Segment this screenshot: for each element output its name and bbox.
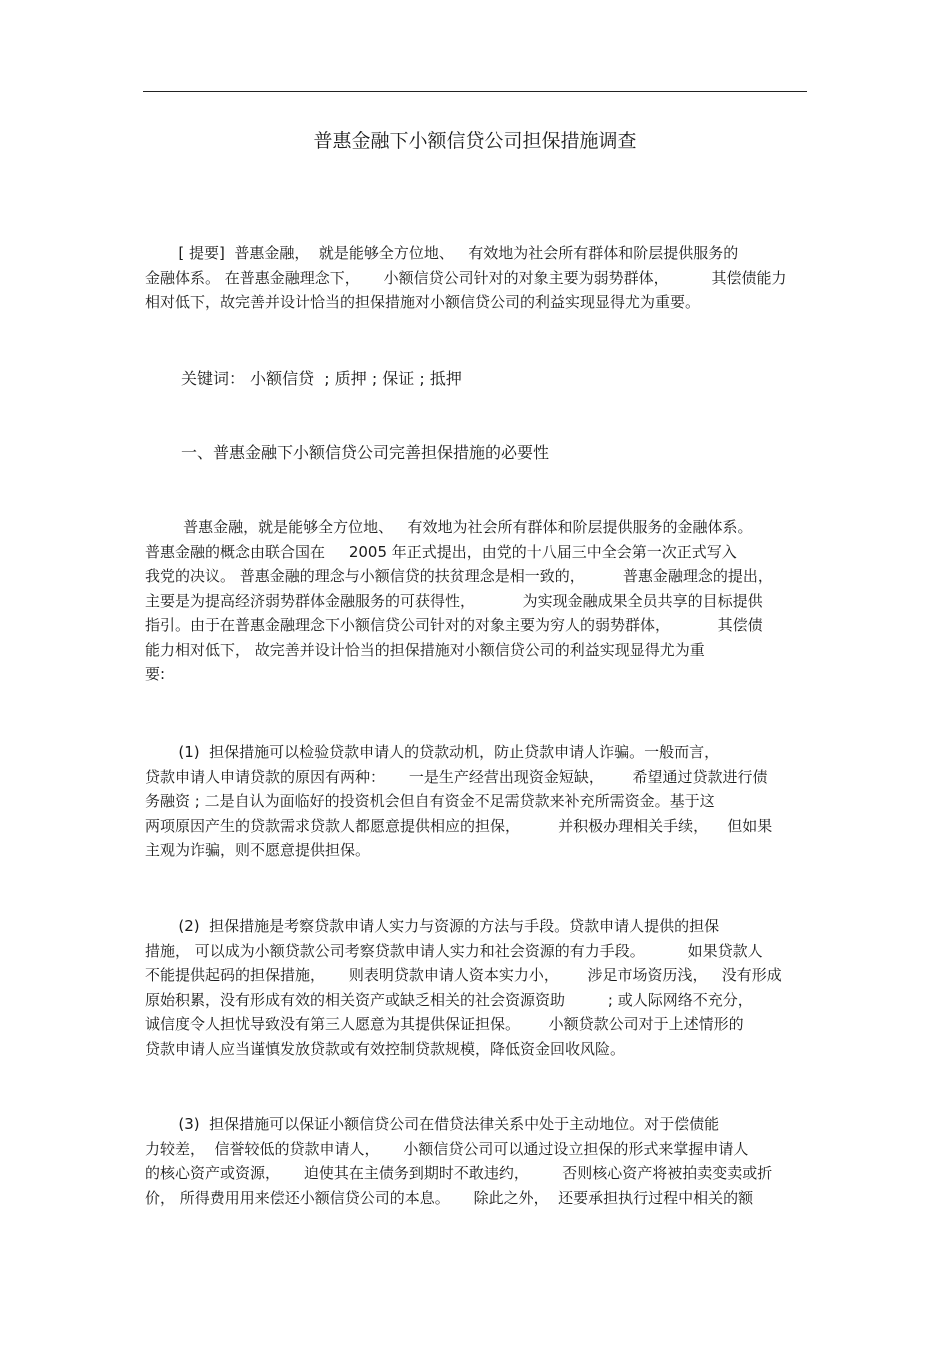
paragraph-line: 普惠金融的概念由联合国在 2005 年正式提出，由党的十八届三中全会第一次正式写入 <box>145 542 737 561</box>
paragraph-line: 措施， 可以成为小额贷款公司考察贷款申请人实力和社会资源的有力手段。 如果贷款人 <box>145 941 763 960</box>
paragraph-line: 贷款申请人应当谨慎发放贷款或有效控制贷款规模，降低资金回收风险。 <box>145 1039 626 1058</box>
section-heading: 一、普惠金融下小额信贷公司完善担保措施的必要性 <box>181 443 550 462</box>
abstract-paragraph <box>145 241 809 315</box>
paragraph-line: 务融资 ; 二是自认为面临好的投资机会但自有资金不足需贷款来补充所需资金。基于这 <box>145 792 715 810</box>
paragraph-line: (2) 担保措施是考察贷款申请人实力与资源的方法与手段。贷款申请人提供的担保 <box>145 917 720 935</box>
paragraph-line: 主要是为提高经济弱势群体金融服务的可获得性， 为实现金融成果全员共享的目标提供 <box>145 591 763 610</box>
point-1-paragraph <box>145 740 809 863</box>
point-2-paragraph <box>145 914 809 1061</box>
paragraph-line: 贷款申请人申请贷款的原因有两种： 一是生产经营出现资金短缺， 希望通过贷款进行债 <box>145 767 768 786</box>
paragraph-line: 我党的决议。 普惠金融的理念与小额信贷的扶贫理念是相一致的， 普惠金融理念的提出， <box>145 567 773 585</box>
paragraph-line: 价， 所得费用用来偿还小额信贷公司的本息。 除此之外， 还要承担执行过程中相关的额 <box>145 1188 754 1207</box>
intro-paragraph <box>145 515 809 687</box>
keywords-line: 关键词： 小额信贷 ; 质押 ; 保证 ; 抵押 <box>181 369 462 388</box>
paragraph-line: 要: <box>145 665 166 683</box>
paragraph-line: 原始积累，没有形成有效的相关资产或缺乏相关的社会资源资助 ; 或人际网络不充分， <box>145 990 753 1009</box>
document-title: 普惠金融下小额信贷公司担保措施调查 <box>313 130 637 152</box>
paragraph-line: 不能提供起码的担保措施， 则表明贷款申请人资本实力小， 涉足市场资历浅， 没有形成 <box>145 966 782 984</box>
paragraph-line: 能力相对低下， 故完善并设计恰当的担保措施对小额信贷公司的利益实现显得尤为重 <box>145 640 705 659</box>
paragraph-line: 普惠金融，就是能够全方位地、 有效地为社会所有群体和阶层提供服务的金融体系。 <box>145 518 753 536</box>
paragraph-line: 诚信度令人担忧导致没有第三人愿意为其提供保证担保。 小额贷款公司对于上述情形的 <box>145 1015 744 1033</box>
paragraph-line: 的核心资产或资源， 迫使其在主债务到期时不敢违约， 否则核心资产将被拍卖变卖或折 <box>145 1164 773 1182</box>
paragraph-line: (3) 担保措施可以保证小额信贷公司在借贷法律关系中处于主动地位。对于偿债能 <box>145 1115 720 1133</box>
abstract-line: 相对低下，故完善并设计恰当的担保措施对小额信贷公司的利益实现显得尤为重要。 <box>145 293 701 311</box>
paragraph-line: 指引。由于在普惠金融理念下小额信贷公司针对的对象主要为穷人的弱势群体， 其偿债 <box>145 616 763 634</box>
header-rule <box>143 91 807 92</box>
paragraph-line: (1) 担保措施可以检验贷款申请人的贷款动机，防止贷款申请人诈骗。一般而言， <box>145 743 720 761</box>
abstract-line: 金融体系。 在普惠金融理念下， 小额信贷公司针对的对象主要为弱势群体， 其偿债能力 <box>145 268 787 287</box>
abstract-line: [ 提要] 普惠金融， 就是能够全方位地、 有效地为社会所有群体和阶层提供服务的 <box>145 244 739 262</box>
paragraph-line: 两项原因产生的贷款需求贷款人都愿意提供相应的担保， 并积极办理相关手续， 但如果 <box>145 816 773 835</box>
paragraph-line: 力较差， 信誉较低的贷款申请人， 小额信贷公司可以通过设立担保的形式来掌握申请人 <box>145 1139 749 1158</box>
paragraph-line: 主观为诈骗，则不愿意提供担保。 <box>145 841 371 859</box>
point-3-paragraph <box>145 1112 809 1210</box>
